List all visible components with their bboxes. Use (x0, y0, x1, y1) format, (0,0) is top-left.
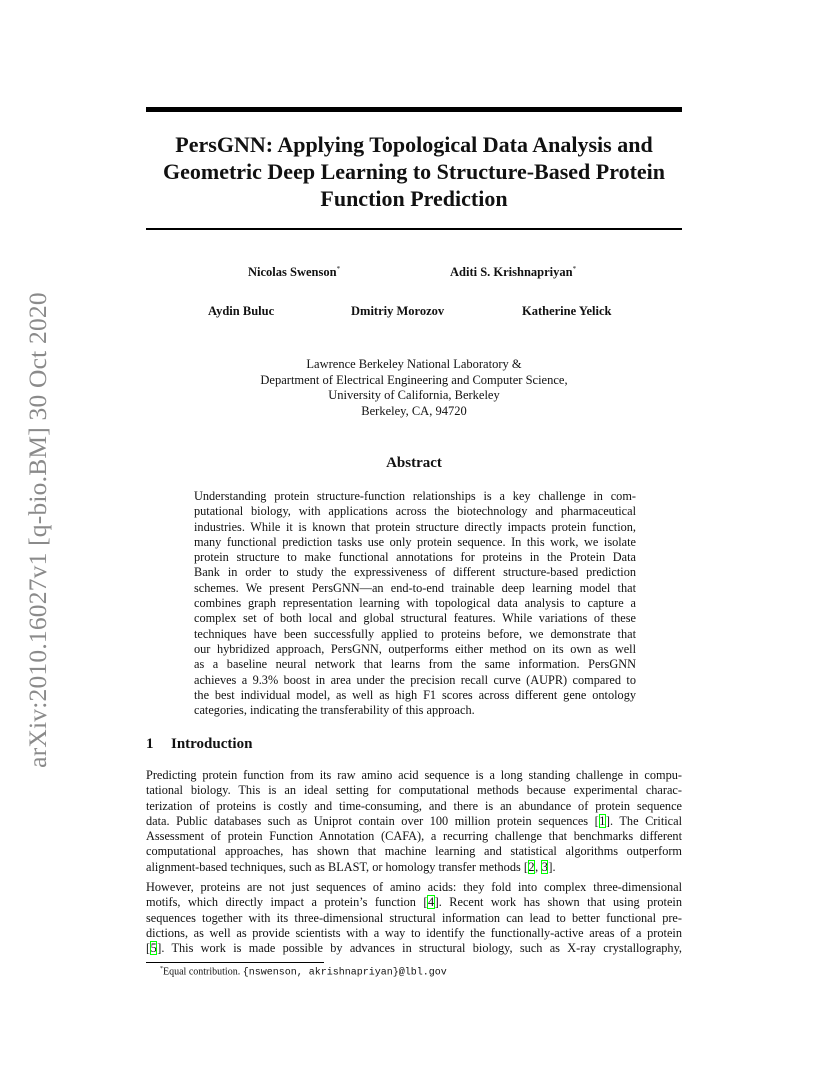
abstract-line: Understanding protein structure-function relationships is a key challenge in com- (194, 489, 636, 503)
paragraph-line (146, 926, 682, 941)
section-number: 1 (146, 736, 154, 752)
abstract-line: industries. While it is known that protein structure directly impacts protein function, (194, 519, 636, 534)
abstract-line: complex set of both local and global structural features. While variations of these (194, 611, 636, 626)
title-top-rule (146, 107, 682, 112)
abstract-line: many functional prediction tasks use only protein sequence. In this work, we isolate (194, 534, 636, 549)
paragraph-line (146, 799, 682, 814)
line-text: sequences together with its three-dimensional structural information can lead to better functional pre- (146, 910, 682, 925)
author-name: Aydin Buluc (208, 304, 275, 318)
author-aditi-krishnapriyan (450, 265, 576, 280)
footnote (160, 966, 447, 978)
title-line: Geometric Deep Learning to Structure-Based Protein (162, 159, 666, 184)
line-text: ]. This work is made possible by advances in structural biology, such as X-ray crystallography, (157, 941, 682, 956)
citation-link[interactable]: 3 (541, 859, 548, 874)
section-title: Introduction (171, 736, 253, 752)
abstract-line: achieves a 9.3% boost in area under the precision recall curve (AUPR) compared to (194, 672, 636, 687)
paragraph-line (146, 860, 682, 875)
abstract-line: Bank in order to study the expressiveness of different structure-based prediction (194, 565, 636, 580)
line-text: alignment-based techniques, such as BLAST, or homology transfer methods [ (146, 859, 528, 874)
line-text: Assessment of protein Function Annotation (CAFA), a recurring challenge that benchmarks different (146, 829, 682, 844)
arxiv-stamp-text: arXiv:2010.16027v1 [q-bio.BM] 30 Oct 2020 (23, 292, 52, 768)
paragraph-line (146, 911, 682, 926)
abstract-line: the best individual model, as well as high F1 scores across different gene ontology (194, 687, 636, 702)
abstract-line: schemes. We present PersGNN—an end-to-end trainable deep learning model that (194, 580, 636, 595)
line-text: ]. (548, 859, 556, 874)
abstract-line: categories, indicating the transferability of this approach. (194, 703, 475, 718)
line-text: motifs, which directly impact a protein’s function [ (146, 895, 428, 910)
author-nicolas-swenson (248, 265, 340, 280)
paragraph-line (146, 783, 682, 798)
author-dmitriy-morozov (351, 304, 444, 319)
citation-link[interactable]: 2 (528, 859, 535, 874)
footnote-mark: * (160, 966, 163, 972)
line-text: data. Public databases such as Uniprot contain over 100 million protein sequences [ (146, 813, 599, 828)
title-line: Function Prediction (320, 186, 508, 211)
intro-paragraph-1 (146, 768, 682, 875)
abstract-line: techniques have been successfully applied to proteins before, we demonstrate that (194, 626, 636, 641)
affiliation-line: Berkeley, CA, 94720 (361, 403, 467, 418)
footnote-rule (146, 962, 324, 963)
affiliation-line: Lawrence Berkeley National Laboratory & (306, 357, 522, 371)
author-name: Nicolas Swenson (248, 265, 337, 280)
abstract-heading: Abstract (386, 455, 442, 471)
affiliation-line: University of California, Berkeley (328, 388, 500, 402)
abstract-line: putational biology, with applications across the biotechnology and pharmaceutical (194, 504, 636, 519)
title-bottom-rule (146, 228, 682, 230)
citation-link[interactable]: 1 (599, 813, 606, 828)
line-text: Predicting protein function from its raw amino acid sequence is a long standing challenge in compu- (146, 768, 682, 782)
paragraph-line (146, 941, 682, 956)
line-text: tational biology. This is an ideal setting for computational methods because experimental charac- (146, 783, 682, 798)
line-text: terization of proteins is costly and time-consuming, and there is an abundance of protein sequence (146, 798, 682, 813)
paragraph-line (146, 895, 682, 910)
author-katherine-yelick (522, 304, 611, 319)
abstract-line: as a baseline neural network that learns from the same information. PersGNN (194, 657, 636, 672)
paragraph-line (146, 814, 682, 829)
intro-paragraph-2 (146, 880, 682, 956)
abstract-body (194, 489, 636, 718)
paper-title (146, 131, 682, 212)
line-text: [ (146, 941, 151, 956)
paragraph-line (146, 829, 682, 844)
equal-contribution-mark: * (336, 265, 341, 273)
line-text: ]. Recent work has shown that using protein (434, 895, 682, 910)
abstract-line: our hybridized approach, PersGNN, outperforms either method on its own as well (194, 641, 636, 656)
title-line: PersGNN: Applying Topological Data Analysis and (175, 132, 653, 157)
footnote-text: Equal contribution. (163, 966, 243, 978)
author-aydin-buluc (208, 304, 274, 319)
line-text: ]. The Critical (605, 813, 682, 828)
citation-link[interactable]: 4 (427, 895, 435, 910)
abstract-line: protein structure to make functional annotations for proteins in the Protein Data (194, 550, 636, 565)
author-name: Katherine Yelick (522, 304, 612, 318)
affiliation-line: Department of Electrical Engineering and Computer Science, (260, 372, 568, 387)
author-name: Aditi S. Krishnapriyan (450, 265, 573, 280)
abstract-line: combines graph representation learning with topological data analysis to capture a (194, 596, 636, 611)
citation-link[interactable]: 5 (150, 941, 157, 956)
line-text: However, proteins are not just sequences of amino acids: they fold into complex three-dimensional (146, 880, 682, 894)
affiliation (146, 357, 682, 419)
section-heading-introduction (146, 736, 252, 753)
equal-contribution-mark: * (572, 265, 577, 273)
line-text: , (535, 859, 542, 874)
paragraph-line (146, 768, 682, 783)
line-text: computational approaches, has shown that machine learning and statistical algorithms outperform (146, 844, 682, 859)
paragraph-line (146, 880, 682, 895)
author-name: Dmitriy Morozov (351, 304, 445, 318)
line-text: dictions, as well as provide scientists with a way to identify the functionally-active areas of a protein (146, 925, 682, 940)
paragraph-line (146, 844, 682, 859)
arxiv-stamp (18, 270, 58, 790)
footnote-emails: {nswenson, akrishnapriyan}@lbl.gov (242, 967, 447, 979)
